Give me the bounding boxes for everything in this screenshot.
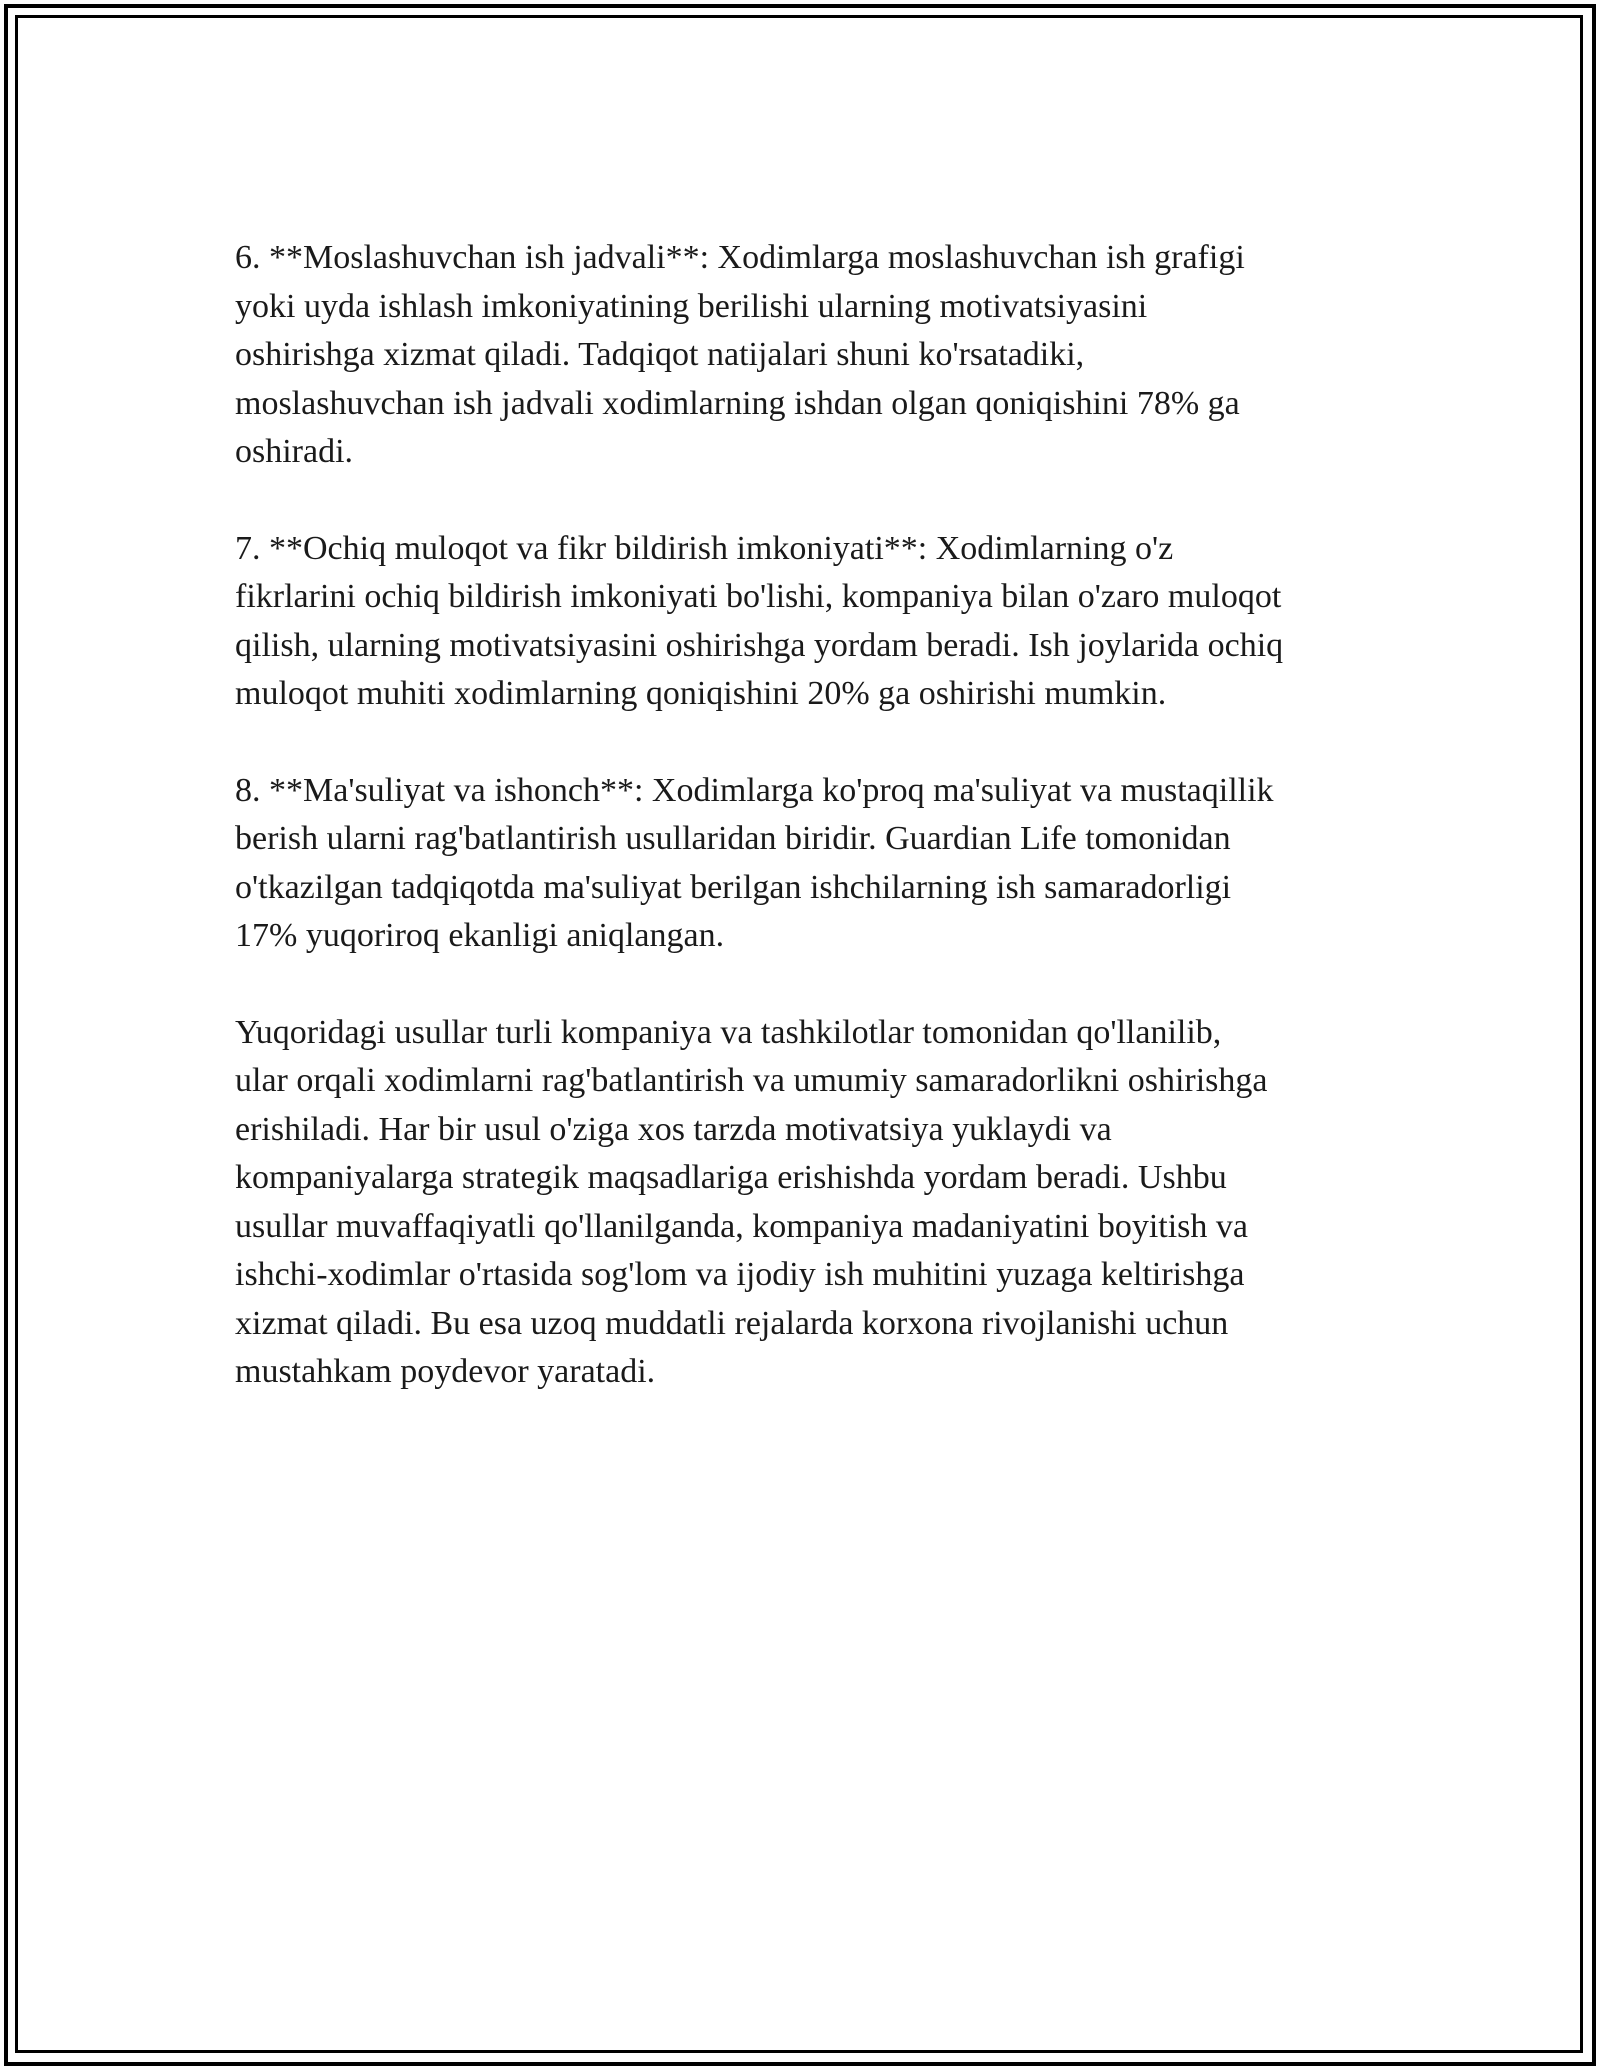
text-line: berish ularni rag'batlantirish usullaridan biridir. Guardian Life tomonidan [235,820,1231,857]
text-line: oshiradi. [235,433,354,470]
text-line: kompaniyalarga strategik maqsadlariga erishishda yordam beradi. Ushbu [235,1159,1227,1196]
text-line: mustahkam poydevor yaratadi. [235,1353,656,1390]
text-line: oshirishga xizmat qiladi. Tadqiqot natijalari shuni ko'rsatadiki, [235,336,1085,373]
text-line: o'tkazilgan tadqiqotda ma'suliyat berilgan ishchilarning ish samaradorligi [235,868,1232,906]
text-line: ular orqali xodimlarni rag'batlantirish va umumiy samaradorlikni oshirishga [235,1062,1268,1099]
text-line: Yuqoridagi usullar turli kompaniya va tashkilotlar tomonidan qo'llanilib, [235,1013,1222,1051]
paragraph-item-7 [235,525,1370,719]
text-line: erishiladi. Har bir usul o'ziga xos tarzda motivatsiya yuklaydi va [235,1110,1112,1148]
text-line: muloqot muhiti xodimlarning qoniqishini 20% ga oshirishi mumkin. [235,675,1167,712]
text-line: usullar muvaffaqiyatli qo'llanilganda, kompaniya madaniyatini boyitish va [235,1207,1248,1245]
text-line: moslashuvchan ish jadvali xodimlarning ishdan olgan qoniqishini 78% ga [235,384,1240,422]
text-line: 7. **Ochiq muloqot va fikr bildirish imkoniyati**: Xodimlarning o'z [235,529,1174,567]
paragraph-conclusion [235,1009,1370,1397]
text-line: xizmat qiladi. Bu esa uzoq muddatli rejalarda korxona rivojlanishi uchun [235,1304,1229,1342]
text-line: 8. **Ma'suliyat va ishonch**: Xodimlarga ko'proq ma'suliyat va mustaqillik [235,771,1274,809]
text-line: yoki uyda ishlash imkoniyatining berilishi ularning motivatsiyasini [235,287,1148,325]
text-line: ishchi-xodimlar o'rtasida sog'lom va ijodiy ish muhitini yuzaga keltirishga [235,1256,1245,1293]
text-line: qilish, ularning motivatsiyasini oshirishga yordam beradi. Ish joylarida ochiq [235,626,1284,664]
text-line: 17% yuqoriroq ekanligi aniqlangan. [235,917,725,954]
document-body [235,234,1370,1445]
paragraph-item-6 [235,234,1370,477]
text-line: fikrlarini ochiq bildirish imkoniyati bo'lishi, kompaniya bilan o'zaro muloqot [235,578,1282,615]
text-line: 6. **Moslashuvchan ish jadvali**: Xodimlarga moslashuvchan ish grafigi [235,239,1245,276]
paragraph-item-8 [235,767,1370,961]
